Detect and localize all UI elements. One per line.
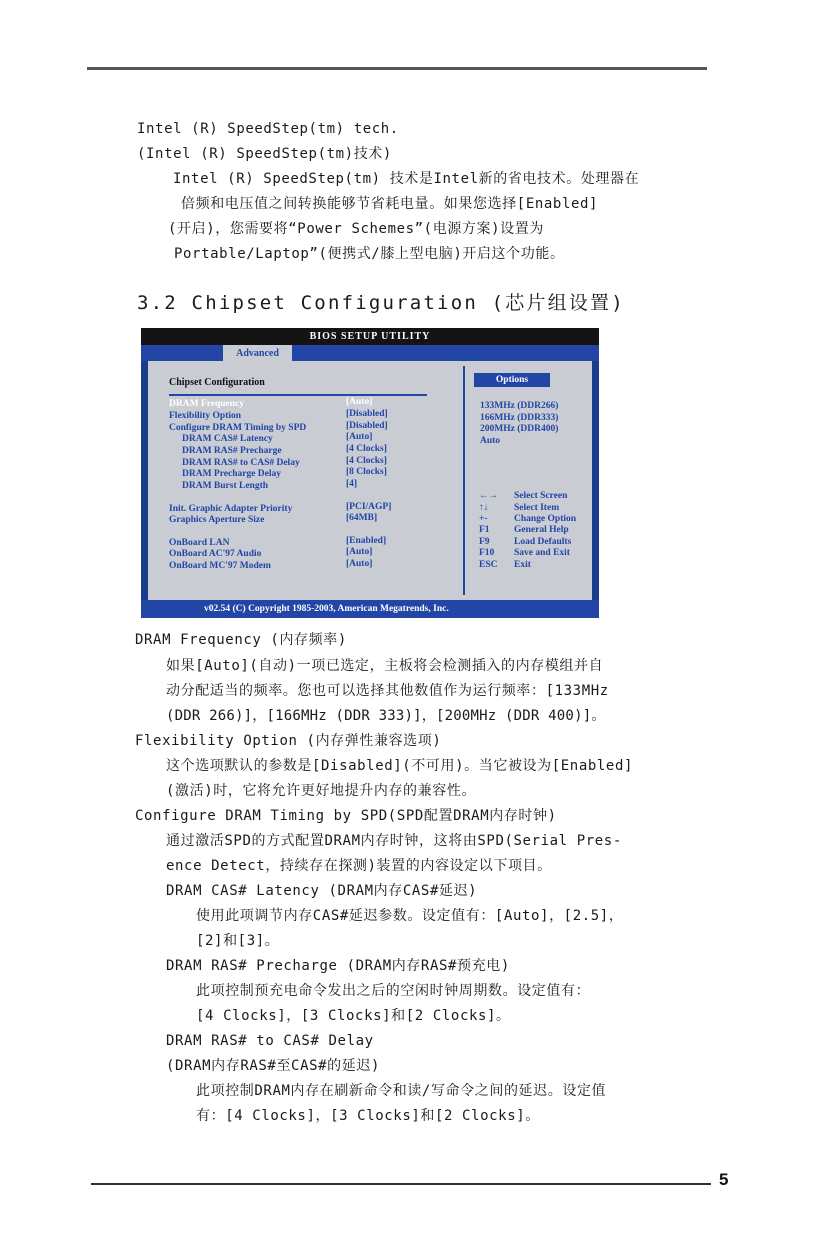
panel-title: Chipset Configuration xyxy=(169,377,265,388)
setting-configure-dram-timing[interactable]: Configure DRAM Timing by SPD xyxy=(169,423,307,433)
body-line: Intel (R) SpeedStep(tm) 技术是Intel新的省电技术。处理器在 xyxy=(173,171,640,187)
bios-footer: v02.54 (C) Copyright 1985-2003, American Megatrends, Inc. xyxy=(141,600,599,618)
setting-value[interactable]: [4] xyxy=(346,479,358,489)
body-line: 如果[Auto](自动)一项已选定，主板将会检测插入的内存模组并自 xyxy=(166,658,604,674)
key-help-text: General Help xyxy=(514,525,569,535)
body-line: DRAM RAS# to CAS# Delay xyxy=(166,1033,374,1049)
setting-onboard-lan[interactable]: OnBoard LAN xyxy=(169,538,230,548)
key-help-text: Select Item xyxy=(514,503,560,513)
options-header: Options xyxy=(474,373,550,387)
setting-value[interactable]: [4 Clocks] xyxy=(346,456,387,466)
bios-tab-row xyxy=(141,345,599,361)
body-line: [4 Clocks]，[3 Clocks]和[2 Clocks]。 xyxy=(196,1008,511,1024)
body-line: 此项控制DRAM内存在刷新命令和读/写命令之间的延迟。设定值 xyxy=(196,1083,607,1099)
page-number: 5 xyxy=(719,1170,729,1189)
body-line: (激活)时，它将允许更好地提升内存的兼容性。 xyxy=(166,783,477,799)
body-line: [2]和[3]。 xyxy=(196,933,280,949)
body-line: DRAM RAS# Precharge (DRAM内存RAS#预充电) xyxy=(166,958,510,974)
setting-dram-frequency[interactable]: DRAM Frequency xyxy=(169,399,245,409)
key-esc: ESC xyxy=(479,560,498,570)
body-line: 此项控制预充电命令发出之后的空闲时钟周期数。设定值有： xyxy=(196,983,591,999)
setting-graphic-adapter-priority[interactable]: Init. Graphic Adapter Priority xyxy=(169,504,293,514)
setting-precharge-delay[interactable]: DRAM Precharge Delay xyxy=(182,469,282,479)
setting-value[interactable]: [Auto] xyxy=(346,432,373,442)
setting-graphics-aperture-size[interactable]: Graphics Aperture Size xyxy=(169,515,265,525)
setting-value[interactable]: [64MB] xyxy=(346,513,378,523)
key-f1: F1 xyxy=(479,525,490,535)
section-heading: 3.2 Chipset Configuration (芯片组设置) xyxy=(137,292,625,314)
key-f9: F9 xyxy=(479,537,490,547)
body-line: Portable/Laptop”(便携式/膝上型电脑)开启这个功能。 xyxy=(174,246,565,262)
body-line: (DRAM内存RAS#至CAS#的延迟) xyxy=(166,1058,381,1074)
body-line: (开启)，您需要将“Power Schemes”(电源方案)设置为 xyxy=(168,221,544,237)
option-item[interactable]: 166MHz (DDR333) xyxy=(480,413,559,423)
key-help-text: Exit xyxy=(514,560,531,570)
body-line: Intel (R) SpeedStep(tm) tech. xyxy=(137,121,399,137)
arrow-left-right-icon: ←→ xyxy=(479,491,498,501)
key-help-text: Load Defaults xyxy=(514,537,572,547)
setting-flexibility-option[interactable]: Flexibility Option xyxy=(169,411,242,421)
bios-title: BIOS SETUP UTILITY xyxy=(141,328,599,345)
setting-value[interactable]: [8 Clocks] xyxy=(346,467,387,477)
setting-onboard-ac97[interactable]: OnBoard AC'97 Audio xyxy=(169,549,262,559)
body-line: Configure DRAM Timing by SPD(SPD配置DRAM内存时钟) xyxy=(135,808,557,824)
body-line: 使用此项调节内存CAS#延迟参数。设定值有：[Auto]，[2.5]， xyxy=(196,908,624,924)
body-line: (Intel (R) SpeedStep(tm)技术) xyxy=(137,146,392,162)
setting-cas-latency[interactable]: DRAM CAS# Latency xyxy=(182,434,273,444)
body-line: DRAM Frequency (内存频率) xyxy=(135,632,347,648)
panel-title-underline xyxy=(169,394,427,396)
body-line: Flexibility Option (内存弹性兼容选项) xyxy=(135,733,442,749)
setting-burst-length[interactable]: DRAM Burst Length xyxy=(182,481,269,491)
key-help-text: Select Screen xyxy=(514,491,568,501)
key-plus-minus: +- xyxy=(479,514,488,524)
tab-advanced[interactable]: Advanced xyxy=(223,345,292,361)
body-line: 通过激活SPD的方式配置DRAM内存时钟，这将由SPD(Serial Pres- xyxy=(166,833,622,849)
setting-value[interactable]: [Enabled] xyxy=(346,536,387,546)
body-line: ence Detect，持续存在探测)装置的内容设定以下项目。 xyxy=(166,858,552,874)
setting-value[interactable]: [4 Clocks] xyxy=(346,444,387,454)
body-line: 动分配适当的频率。您也可以选择其他数值作为运行频率：[133MHz xyxy=(166,683,609,699)
option-item[interactable]: 200MHz (DDR400) xyxy=(480,424,559,434)
key-help-text: Change Option xyxy=(514,514,577,524)
key-f10: F10 xyxy=(479,548,495,558)
option-item[interactable]: Auto xyxy=(480,436,501,446)
top-rule xyxy=(87,67,707,70)
option-item[interactable]: 133MHz (DDR266) xyxy=(480,401,559,411)
bottom-rule xyxy=(91,1183,711,1185)
body-line: 这个选项默认的参数是[Disabled](不可用)。当它被设为[Enabled] xyxy=(166,758,634,774)
setting-value[interactable]: [Auto] xyxy=(346,547,373,557)
body-line: 有：[4 Clocks]，[3 Clocks]和[2 Clocks]。 xyxy=(196,1108,540,1124)
arrow-up-down-icon: ↑↓ xyxy=(479,503,489,513)
setting-onboard-mc97[interactable]: OnBoard MC'97 Modem xyxy=(169,561,271,571)
setting-ras-precharge[interactable]: DRAM RAS# Precharge xyxy=(182,446,282,456)
bios-screenshot xyxy=(141,328,599,618)
setting-value[interactable]: [PCI/AGP] xyxy=(346,502,392,512)
body-line: 倍频和电压值之间转换能够节省耗电量。如果您选择[Enabled] xyxy=(181,196,599,212)
setting-value[interactable]: [Disabled] xyxy=(346,409,388,419)
setting-value[interactable]: [Auto] xyxy=(346,559,373,569)
body-line: DRAM CAS# Latency (DRAM内存CAS#延迟) xyxy=(166,883,478,899)
body-line: (DDR 266)]，[166MHz (DDR 333)]，[200MHz (DDR 400)]。 xyxy=(166,708,606,724)
setting-ras-to-cas-delay[interactable]: DRAM RAS# to CAS# Delay xyxy=(182,458,300,468)
setting-value[interactable]: [Auto] xyxy=(346,397,373,407)
setting-value[interactable]: [Disabled] xyxy=(346,421,388,431)
key-help-text: Save and Exit xyxy=(514,548,570,558)
